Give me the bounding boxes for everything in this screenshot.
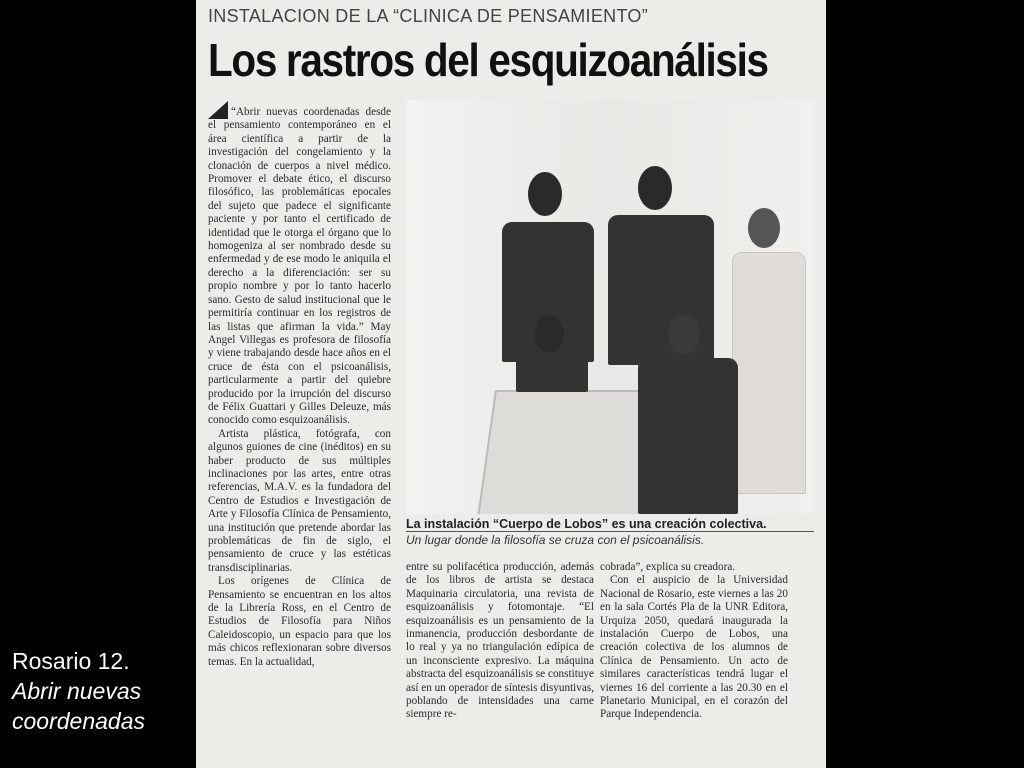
article-headline: Los rastros del esquizoanálisis: [208, 34, 768, 86]
col1-paragraph-1: “Abrir nuevas coordenadas desde el pensamiento contemporáneo en el área científica a partir de la investigación del congelamiento y la clonación de cuerpos a nivel médico. Promover el debate ético, el discurso filosófico, las problemáticas epocales del sujeto que padece el significante paciente y por tanto el certificado de identidad que le otorga el órgano que lo homogeniza al ser nombrado desde su enfermedad y de ese modo le aniquila el derecho a la diferenciación: ser su propio nombre y por lo tanto hacerlo sano. Gesto de salud institucional que le permitiría continuar en los registros de las listas que afirman la vida.” May Angel Villegas es profesora de filosofía y viene trabajando desde hace años en el cruce de ésta con el psicoanálisis, particularmente a partir del quiebre producido por la irrupción del discurso de Félix Guattari y Gilles Deleuze, más conocido como esquizoanálisis.: [208, 106, 391, 427]
photo-subcaption: Un lugar donde la filosofía se cruza con el psicoanálisis.: [406, 533, 705, 547]
slide-caption-line2: Abrir nuevas: [12, 678, 142, 704]
article-column-3: [600, 561, 788, 722]
photo-figure-head: [534, 315, 564, 353]
col1-paragraph-3: Los orígenes de Clínica de Pensamiento se encuentran en los altos de la Librería Ross, en el Centro de Estudios de Filosofía para Niños Caleidoscopio, un espacio para que los más chicos reflexionaran sobre diversos temas. En la actualidad,: [208, 575, 391, 668]
col3-paragraph-2: Con el auspicio de la Universidad Nacional de Rosario, este viernes a las 20 en la sala Cortés Pla de la UNR Editora, Urquiza 2050, quedará inaugurada la instalación Cuerpo de Lobos, una creación colectiva de los alumnos de Clínica de Pensamiento. Un acto de similares características tendrá lugar el viernes 16 del corriente a las 20.30 en el Planetario Municipal, en el corazón del Parque Independencia.: [600, 574, 788, 721]
photo-figure-head: [748, 208, 780, 248]
slide-caption-line1: Rosario 12.: [12, 648, 130, 674]
caption-divider: [406, 531, 814, 532]
col1-paragraph-2: Artista plástica, fotógrafa, con algunos guiones de cine (inéditos) en su haber producto de sus múltiples inclinaciones por las artes, entre otras referencias, M.A.V. es la fundadora del Centro de Estudios e Investigación de Arte y Filosofía Clínica de Pensamiento, una institución que pretende abordar las problemáticas de fin de siglo, el pensamiento de cruce y las estéticas transdisciplinarias.: [208, 427, 391, 574]
article-column-1: [208, 101, 391, 669]
photo-figure-body: [732, 252, 806, 494]
photo-caption: La instalación “Cuerpo de Lobos” es una creación colectiva.: [406, 517, 767, 531]
photo-figure-head: [638, 166, 672, 210]
slide-caption: [12, 646, 192, 736]
photo-figure-head: [668, 315, 700, 355]
article-photo: [406, 100, 814, 514]
col3-paragraph-1: cobrada”, explica su creadora.: [600, 561, 736, 573]
triangle-marker-icon: [208, 101, 228, 119]
article-kicker: INSTALACION DE LA “CLINICA DE PENSAMIENTO”: [208, 6, 649, 26]
photo-figure-body: [516, 352, 588, 392]
newspaper-clipping: [196, 0, 826, 768]
slide-caption-line3: coordenadas: [12, 708, 145, 734]
photo-figure-head: [528, 172, 562, 216]
col2-paragraph-1: entre su polifacética producción, además de los libros de artista se destaca Maquinaria circulatoria, una revista de esquizoanálisis y fotomontaje. “El esquizoanálisis es un pensamiento de la inmanencia, producción desbordante de lo real y ya no triangulación edípica de un inconsciente expresivo. La máquina abstracta del esquizoanálisis se constituye así en un operador de síntesis disyuntivas, poblando de intensidades una carne siempre re-: [406, 561, 594, 721]
photo-figure-body: [638, 358, 738, 514]
article-column-2: [406, 561, 594, 722]
